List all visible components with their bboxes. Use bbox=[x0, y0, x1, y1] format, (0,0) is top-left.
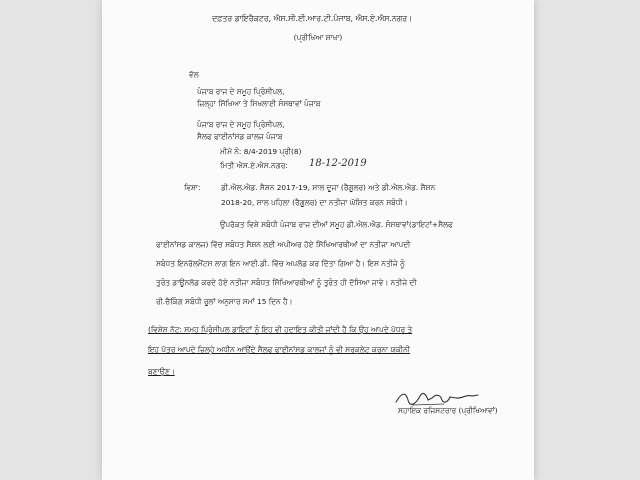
memo-number: ਮੀਮੋ ਨੰ: 8/4-2019 ਪ੍ਰੀ(8) bbox=[220, 147, 302, 156]
branch-name: (ਪ੍ਰੀਖਿਆ ਸ਼ਾਖਾ) bbox=[293, 33, 343, 42]
letter-page bbox=[102, 0, 534, 480]
subject-label: ਵਿਸ਼ਾ: bbox=[184, 183, 201, 192]
addressee-2-line-1: ਪੰਜਾਬ ਰਾਜ ਦੇ ਸਮੂਹ ਪ੍ਰਿੰਸੀਪਲ, bbox=[197, 120, 285, 129]
office-header: ਦਫ਼ਤਰ ਡਾਇਰੈਕਟਰ, ਐਸ.ਸੀ.ਈ.ਆਰ.ਟੀ.ਪੰਜਾਬ, ਐਸ.ਏ.ਐਸ.ਨਗਰ। bbox=[212, 14, 413, 23]
body-line-5: ਰੀ.ਚੈਕਿੰਗ ਸਬੰਧੀ ਰੂਲਾਂ ਅਨੁਸਾਰ ਸਮਾਂ 15 ਦਿਨ ਹੈ। bbox=[156, 297, 293, 306]
special-note-line-1: (ਵਿਸ਼ੇਸ਼ ਨੋਟ: ਸਮੂਹ ਪ੍ਰਿੰਸੀਪਲ ਡਾਇਟਾਂ ਨੂੰ ਇਹ ਵੀ ਹਦਾਇਤ ਕੀਤੀ ਜਾਂਦੀ ਹੈ ਕਿ ਉਹ ਆਪਦੇ ਪੱਧਰ ਤੇ bbox=[148, 325, 413, 334]
body-line-1: ਉਪਰੋਕਤ ਵਿਸ਼ੇ ਸਬੰਧੀ ਪੰਜਾਬ ਰਾਜ ਦੀਆਂ ਸਮੂਹ ਡੀ.ਐਲ.ਐਡ. ਸੰਸਥਾਵਾਂ(ਡਾਇਟਾਂ+ਸੈਲਫ bbox=[220, 220, 453, 229]
addressee-1-line-1: ਪੰਜਾਬ ਰਾਜ ਦੇ ਸਮੂਹ ਪ੍ਰਿੰਸੀਪਲ, bbox=[197, 87, 285, 96]
addressee-2-line-2: ਸੈਲਫ ਫਾਈਨਾਂਸਡ ਕਾਲਜ ਪੰਜਾਬ bbox=[197, 132, 283, 141]
memo-date-label: ਮਿਤੀ ਐਸ.ਏ.ਐਸ.ਨਗਰ: bbox=[220, 161, 288, 170]
subject-line-2: 2018-20, ਸਾਲ ਪਹਿਲਾ (ਰੈਗੂਲਰ) ਦਾ ਨਤੀਜਾ ਘੋਸ਼ਿਤ ਕਰਨ ਸਬੰਧੀ। bbox=[221, 198, 408, 207]
signatory-designation: ਸਹਾਇਕ ਰਜਿਸਟਰਾਰ (ਪ੍ਰੀਖਿਆਵਾਂ) bbox=[398, 406, 498, 415]
handwritten-signature bbox=[392, 388, 482, 408]
special-note-line-2: ਇਹ ਪੱਤਰ ਆਪਦੇ ਜ਼ਿਲ੍ਹੇ ਅਧੀਨ ਆਉਂਦੇ ਸੈਲਫ ਫਾਈਨਾਂਸਡ ਕਾਲਜਾਂ ਨੂੰ ਵੀ ਸਰਕੂਲੇਟ ਕਰਨਾ ਯਕੀਨੀ bbox=[148, 345, 411, 354]
body-line-2: ਫਾਈਨਾਂਸਡ ਕਾਲਜ) ਵਿੱਚ ਸਬੰਧਤ ਸੈਸ਼ਨ ਲਈ ਅਪੀਅਰ ਹੋਏ ਸਿੱਖਿਆਰਥੀਆਂ ਦਾ ਨਤੀਜਾ ਆਪਦੀ bbox=[156, 240, 411, 249]
addressee-1-line-2: ਜ਼ਿਲ੍ਹਾ ਸਿੱਖਿਆ ਤੇ ਸਿਖਲਾਈ ਸੰਸਥਾਵਾਂ ਪੰਜਾਬ bbox=[197, 99, 321, 108]
memo-date-handwritten: 18-12-2019 bbox=[309, 158, 367, 169]
special-note-line-3: ਬਣਾਉਣ। bbox=[148, 367, 175, 376]
body-line-3: ਸਬੰਧਤ ਇਨਰੋਲਮੈਂਟਸ ਲਾਗ ਇਨ ਆਈ.ਡੀ. ਵਿੱਚ ਅਪਲੋਡ ਕਰ ਦਿੱਤਾ ਗਿਆ ਹੈ। ਇਸ ਨਤੀਜੇ ਨੂੰ bbox=[156, 259, 405, 268]
subject-line-1: ਡੀ.ਐਲ.ਐਡ. ਸੈਸ਼ਨ 2017-19, ਸਾਲ ਦੂਜਾ (ਰੈਗੂਲਰ) ਅਤੇ ਡੀ.ਐਲ.ਐਡ. ਸੈਸ਼ਨ bbox=[221, 183, 436, 192]
to-label: ਵੱਲ bbox=[189, 70, 199, 79]
body-line-4: ਤੁਰੰਤ ਡਾਊਨਲੋਡ ਕਰਦੇ ਹੋਏ ਨਤੀਜਾ ਸਬੰਧਤ ਸਿੱਖਿਆਰਥੀਆਂ ਨੂੰ ਤੁਰੰਤ ਹੀ ਦੱਸਿਆ ਜਾਵੇ। ਨਤੀਜੇ ਦੀ bbox=[156, 278, 417, 287]
